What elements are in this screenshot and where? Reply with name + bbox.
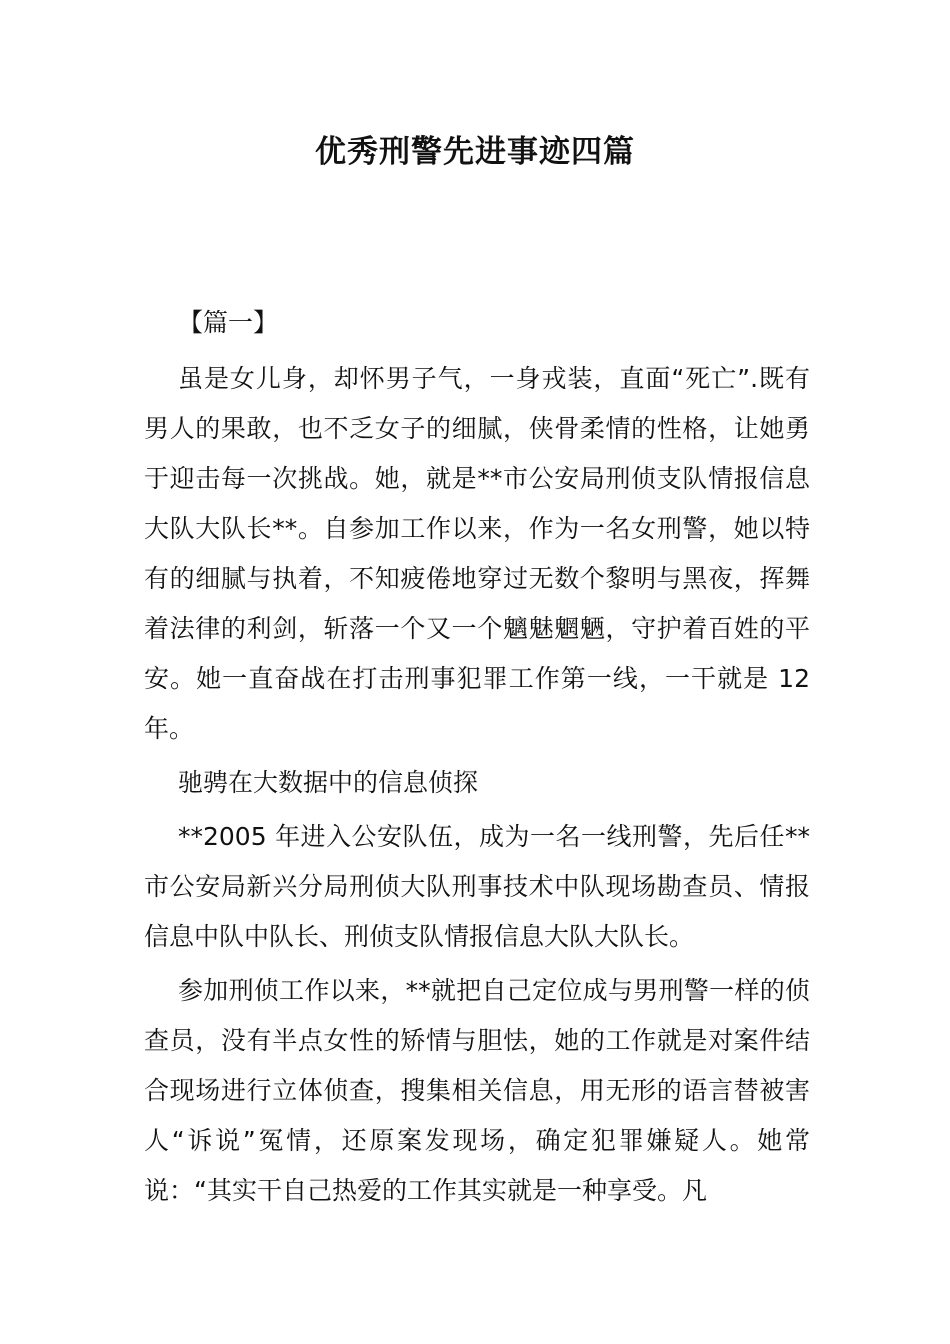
document-body	[144, 298, 810, 1216]
paragraph-work: 参加刑侦工作以来，**就把自己定位成与男刑警一样的侦查员，没有半点女性的矫情与胆怯，她的工作就是对案件结合现场进行立体侦查，搜集相关信息，用无形的语言替被害人“诉说”冤情，还原案发现场，确定犯罪嫌疑人。她常说：“其实干自己热爱的工作其实就是一种享受。凡	[144, 976, 810, 1205]
paragraph-intro: 虽是女儿身，却怀男子气，一身戎装，直面“死亡”.既有男人的果敢，也不乏女子的细腻，侠骨柔情的性格，让她勇于迎击每一次挑战。她，就是**市公安局刑侦支队情报信息大队大队长**。自参加工作以来，作为一名女刑警，她以特有的细腻与执着，不知疲倦地穿过无数个黎明与黑夜，挥舞着法律的利剑，斩落一个又一个魑魅魍魉，守护着百姓的平安。她一直奋战在打击刑事犯罪工作第一线，一干就是 12 年。	[144, 364, 810, 743]
paragraph-subheading: 驰骋在大数据中的信息侦探	[178, 768, 479, 797]
paragraph-career: **2005 年进入公安队伍，成为一名一线刑警，先后任**市公安局新兴分局刑侦大队刑事技术中队现场勘查员、情报信息中队中队长、刑侦支队情报信息大队大队长。	[144, 822, 810, 951]
section-label: 【篇一】	[178, 308, 279, 337]
document-title: 优秀刑警先进事迹四篇	[315, 134, 635, 170]
